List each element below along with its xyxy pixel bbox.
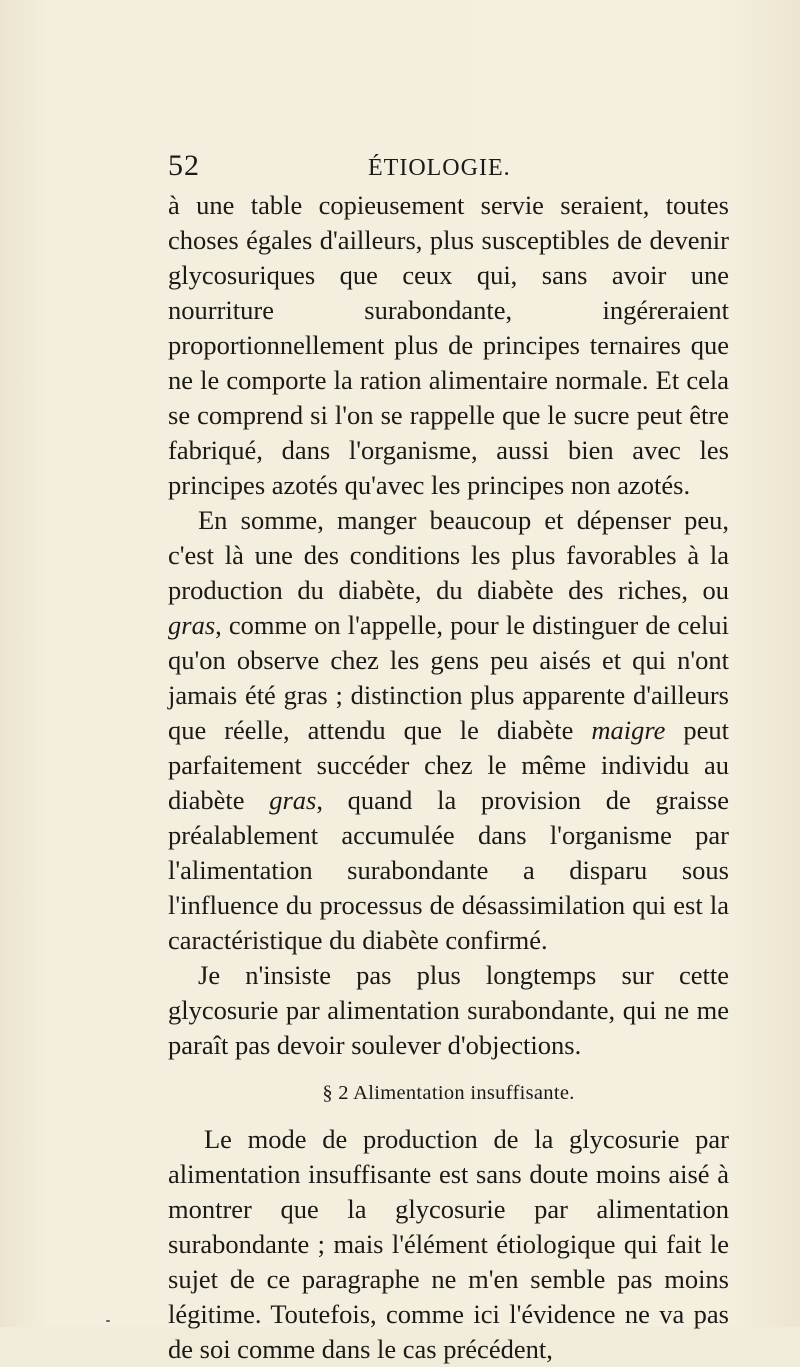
page-header: [168, 148, 728, 184]
running-title: ÉTIOLOGIE.: [368, 155, 511, 181]
paragraph: [168, 503, 729, 958]
paragraph-text: à une table copieusement servie seraient, toutes choses égales d'ailleurs, plus susceptibles de devenir glycosuriques que ceux qui, sans avoir une nourriture surabondante, ingéreraient proportionnellement plus de principes ternaires que ne le comporte la ration alimentaire normale. Et cela se comprend si l'on se rappelle que le sucre peut être fabriqué, dans l'organisme, aussi bien avec les principes azotés qu'avec les principes non azotés.: [168, 190, 729, 500]
paragraph: [168, 188, 729, 503]
italic-term: maigre: [591, 715, 666, 745]
paragraph-text: peut parfaitement succéder chez le même individu au diabète: [168, 715, 729, 815]
paragraph: [168, 1122, 729, 1367]
page-number: 52: [168, 149, 200, 182]
paper-speck: [106, 1320, 110, 1322]
section-heading: § 2 Alimentation insuffisante.: [322, 1082, 575, 1104]
paragraph-text: Je n'insiste pas plus longtemps sur cette glycosurie par alimentation surabondante, qui ne me paraît pas devoir soulever d'objections.: [168, 960, 729, 1060]
paragraph-text: , quand la provision de graisse préalablement accumulée dans l'organisme par l'alimentation surabondante a disparu sous l'influence du processus de désassimilation qui est la caractéristique du diabète confirmé.: [168, 785, 729, 955]
paragraph-text: En somme, manger beaucoup et dépenser peu, c'est là une des conditions les plus favorables à la production du diabète, du diabète des riches, ou: [168, 505, 729, 605]
paragraph: [168, 958, 729, 1063]
paragraph-text: , comme on l'appelle, pour le distinguer de celui qu'on observe chez les gens peu aisés et qui n'ont jamais été gras ; distinction plus apparente d'ailleurs que réelle, attendu que le diabète: [168, 610, 729, 745]
body-text: [168, 188, 729, 1367]
italic-term: gras: [168, 610, 216, 640]
italic-term: gras: [269, 785, 317, 815]
paragraph-text: Le mode de production de la glycosurie par alimentation insuffisante est sans doute moins aisé à montrer que la glycosurie par alimentation surabondante ; mais l'élément étiologique qui fait le sujet de ce paragraphe ne m'en semble pas moins légitime. Toutefois, comme ici l'évidence ne va pas de soi comme dans le cas précédent,: [168, 1124, 729, 1364]
